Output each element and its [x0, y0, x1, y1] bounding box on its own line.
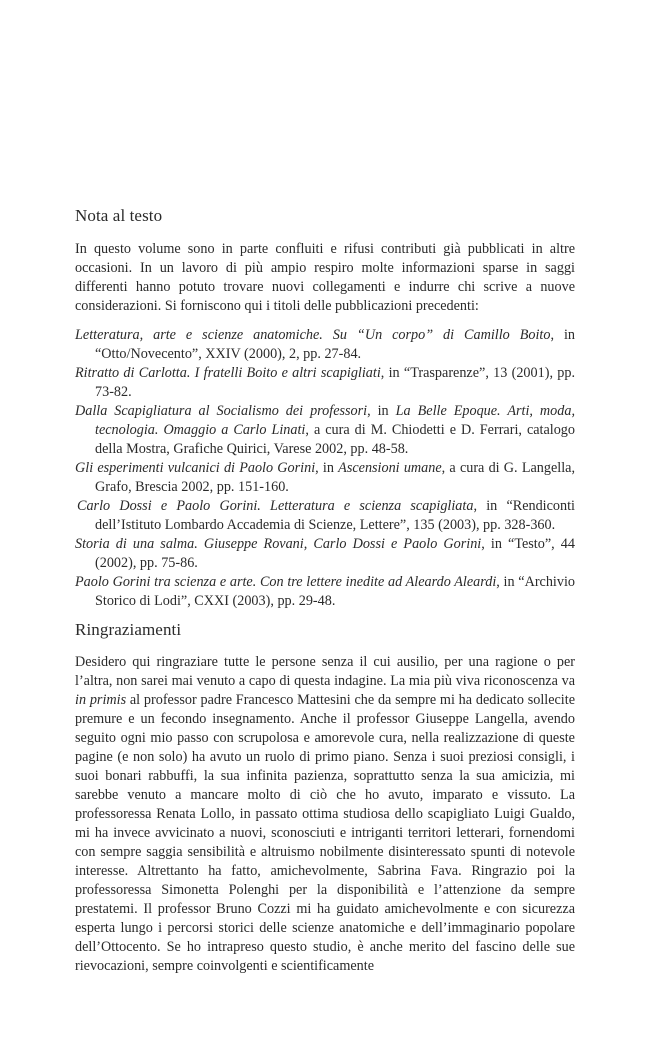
acknowledgements-text-start: Desidero qui ringraziare tutte le persone senza il cui ausilio, per una ragione o per l’altra, non sarei mai venuto a capo di questa indagine. La mia più viva riconoscenza va: [75, 654, 575, 689]
publication-title: Letteratura, arte e scienze anatomiche. Su “Un corpo” di Camillo Boito: [75, 327, 551, 343]
publication-list: [75, 326, 575, 611]
acknowledgements-text-rest: al professor padre Francesco Mattesini che da sempre mi ha dedicato sollecite premure e un fecondo insegnamento. Anche il professor Giuseppe Langella, avendo seguito ogni mio passo con scrupolosa e amorevole cura, nella realizzazione di queste pagine (e non solo) ha avuto un ruolo di primo piano. Senza i suoi preziosi consigli, i suoi bonari rabbuffi, la sua infinita pazienza, soprattutto senza la sua amicizia, mi sarebbe venuto a mancare molto di ciò che ho avuto, imparato e vissuto. La professoressa Renata Lollo, in passato ottima studiosa dello scapigliato Luigi Gualdo, mi ha invece avvicinato a nuovi, sconosciuti e intriganti territori letterari, fornendomi con sempre saggia sensibilità e altruismo nobilmente disinteressato spunti di notevole interesse. Altrettanto ha fatto, amichevolmente, Sabrina Fava. Ringrazio poi la professoressa Simonetta Polenghi per la disponibilità e l’attenzione da sempre prestatemi. Il professor Bruno Cozzi mi ha guidato amichevolmente e con sicurezza esperta lungo i percorsi storici delle scienze anatomiche e dell’immaginario popolare dell’Ottocento. Se ho intrapreso questo studio, è anche merito del fascino delle sue rievocazioni, sempre coinvolgenti e scientificamente: [75, 692, 575, 974]
publication-item: [75, 364, 575, 402]
publication-title: Storia di una salma. Giuseppe Rovani, Carlo Dossi e Paolo Gorini: [75, 536, 482, 552]
publication-details: , in “Testo”, 44 (2002), pp. 75-86.: [95, 536, 575, 571]
publication-book: Ascensioni umane: [338, 460, 442, 476]
acknowledgements-emphasis: in primis: [75, 692, 127, 708]
publication-title: Ritratto di Carlotta. I fratelli Boito e altri scapigliati: [75, 365, 381, 381]
publication-title: Gli esperimenti vulcanici di Paolo Gorini: [75, 460, 316, 476]
publication-connector: , in: [367, 403, 396, 419]
intro-paragraph: In questo volume sono in parte confluiti e rifusi contributi già pubblicati in altre occasioni. In un lavoro di più ampio respiro molte informazioni sparse in saggi differenti hanno potuto trovare nuovi collegamenti e indurre chi scrive a nuove considerazioni. Si forniscono qui i titoli delle pubblicazioni precedenti:: [75, 241, 575, 314]
publication-item: [75, 573, 575, 611]
publication-title: Carlo Dossi e Paolo Gorini. Letteratura e scienza scapigliata: [77, 498, 474, 514]
publication-title: Paolo Gorini tra scienza e arte. Con tre lettere inedite ad Aleardo Aleardi: [75, 574, 497, 590]
publication-details: , a cura di M. Chiodetti e D. Ferrari, catalogo della Mostra, Grafiche Quirici, Varese 2002, pp. 48-58.: [95, 422, 575, 457]
section-heading-nota: Nota al testo: [75, 206, 163, 225]
section-heading-ringraziamenti: Ringraziamenti: [75, 620, 182, 639]
publication-item: [75, 535, 575, 573]
publication-details: , in “Rendiconti dell’Istituto Lombardo Accademia di Scienze, Lettere”, 135 (2003), pp. 328-360.: [95, 498, 575, 533]
publication-details: , in “Archivio Storico di Lodi”, CXXI (2003), pp. 29-48.: [95, 574, 575, 609]
publication-details: , a cura di G. Langella, Grafo, Brescia 2002, pp. 151-160.: [95, 460, 575, 495]
publication-item: [75, 497, 575, 535]
publication-details: , in “Trasparenze”, 13 (2001), pp. 73-82.: [95, 365, 576, 400]
publication-title: Dalla Scapigliatura al Socialismo dei professori: [75, 403, 368, 419]
publication-item: [75, 402, 575, 459]
acknowledgements-paragraph: [75, 653, 575, 976]
publication-book: La Belle Epoque. Arti, moda, tecnologia. Omaggio a Carlo Linati: [95, 403, 575, 438]
publication-item: [75, 459, 575, 497]
publication-item: [75, 326, 575, 364]
publication-connector: , in: [315, 460, 339, 476]
publication-details: , in “Otto/Novecento”, XXIV (2000), 2, pp. 27-84.: [95, 327, 575, 362]
